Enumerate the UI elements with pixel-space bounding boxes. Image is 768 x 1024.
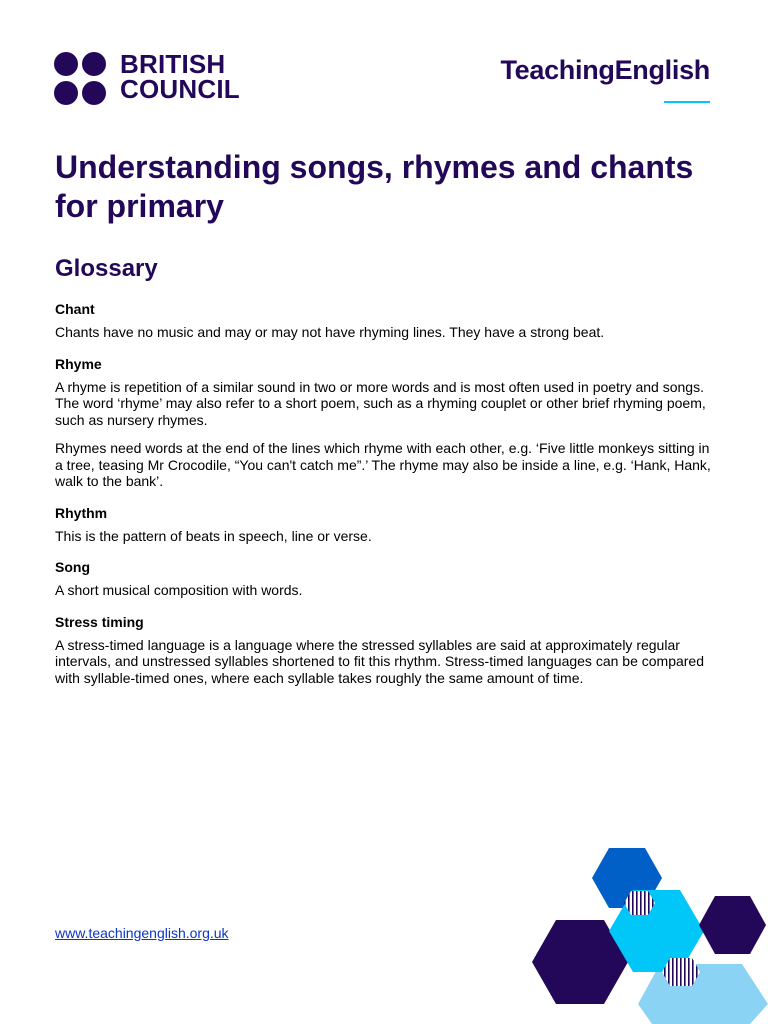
logo-line-1: BRITISH bbox=[120, 49, 226, 79]
decorative-shapes bbox=[520, 840, 768, 1024]
definition-rhythm: This is the pattern of beats in speech, line or verse. bbox=[55, 527, 372, 544]
definition-chant: Chants have no music and may or may not have rhyming lines. They have a strong beat. bbox=[55, 324, 605, 340]
teaching-english-brand bbox=[500, 55, 710, 103]
section-title: Glossary bbox=[55, 255, 158, 282]
logo-dots-icon bbox=[54, 52, 108, 106]
term-rhyme: Rhyme bbox=[55, 355, 102, 372]
hex-striped-b bbox=[662, 958, 700, 986]
term-song: Song bbox=[55, 559, 90, 575]
website-link[interactable]: www.teachingenglish.org.uk bbox=[55, 925, 229, 941]
brand-underline bbox=[664, 101, 710, 103]
brand-name: TeachingEnglish bbox=[500, 55, 710, 85]
term-stress-timing: Stress timing bbox=[55, 613, 144, 630]
definition-rhyme-2: Rhymes need words at the end of the lines which rhyme with each other, e.g. ‘Five little monkeys sitting in a tree, teasing Mr Crocodile, “You can't catch me”.’ The rhyme may also be inside a line, e.g. ‘Hank, Hank, walk to the bank’. bbox=[55, 440, 711, 489]
term-rhythm: Rhythm bbox=[55, 504, 108, 521]
logo-line-2: COUNCIL bbox=[120, 74, 240, 104]
term-chant: Chant bbox=[55, 301, 95, 317]
hex-navy-small bbox=[699, 896, 766, 954]
definition-song: A short musical composition with words. bbox=[55, 582, 303, 598]
definition-stress-timing: A stress-timed language is a language where the stressed syllables are said at approximately regular intervals, and unstressed syllables shortened to fit this rhythm. Stress-timed languages can be compared with syllable-timed ones, where each syllable takes roughly the same amount of time. bbox=[55, 636, 704, 686]
page-title: Understanding songs, rhymes and chants for primary bbox=[55, 149, 694, 224]
hex-light-blue bbox=[638, 964, 768, 1024]
glossary-list bbox=[55, 300, 715, 700]
definition-rhyme-1: A rhyme is repetition of a similar sound in two or more words and is most often used in poetry and songs. The word ‘rhyme’ may also refer to a short poem, such as a rhyming couplet or other brief rhyming poem, such as nursery rhymes. bbox=[55, 378, 706, 428]
british-council-logo bbox=[54, 49, 240, 106]
